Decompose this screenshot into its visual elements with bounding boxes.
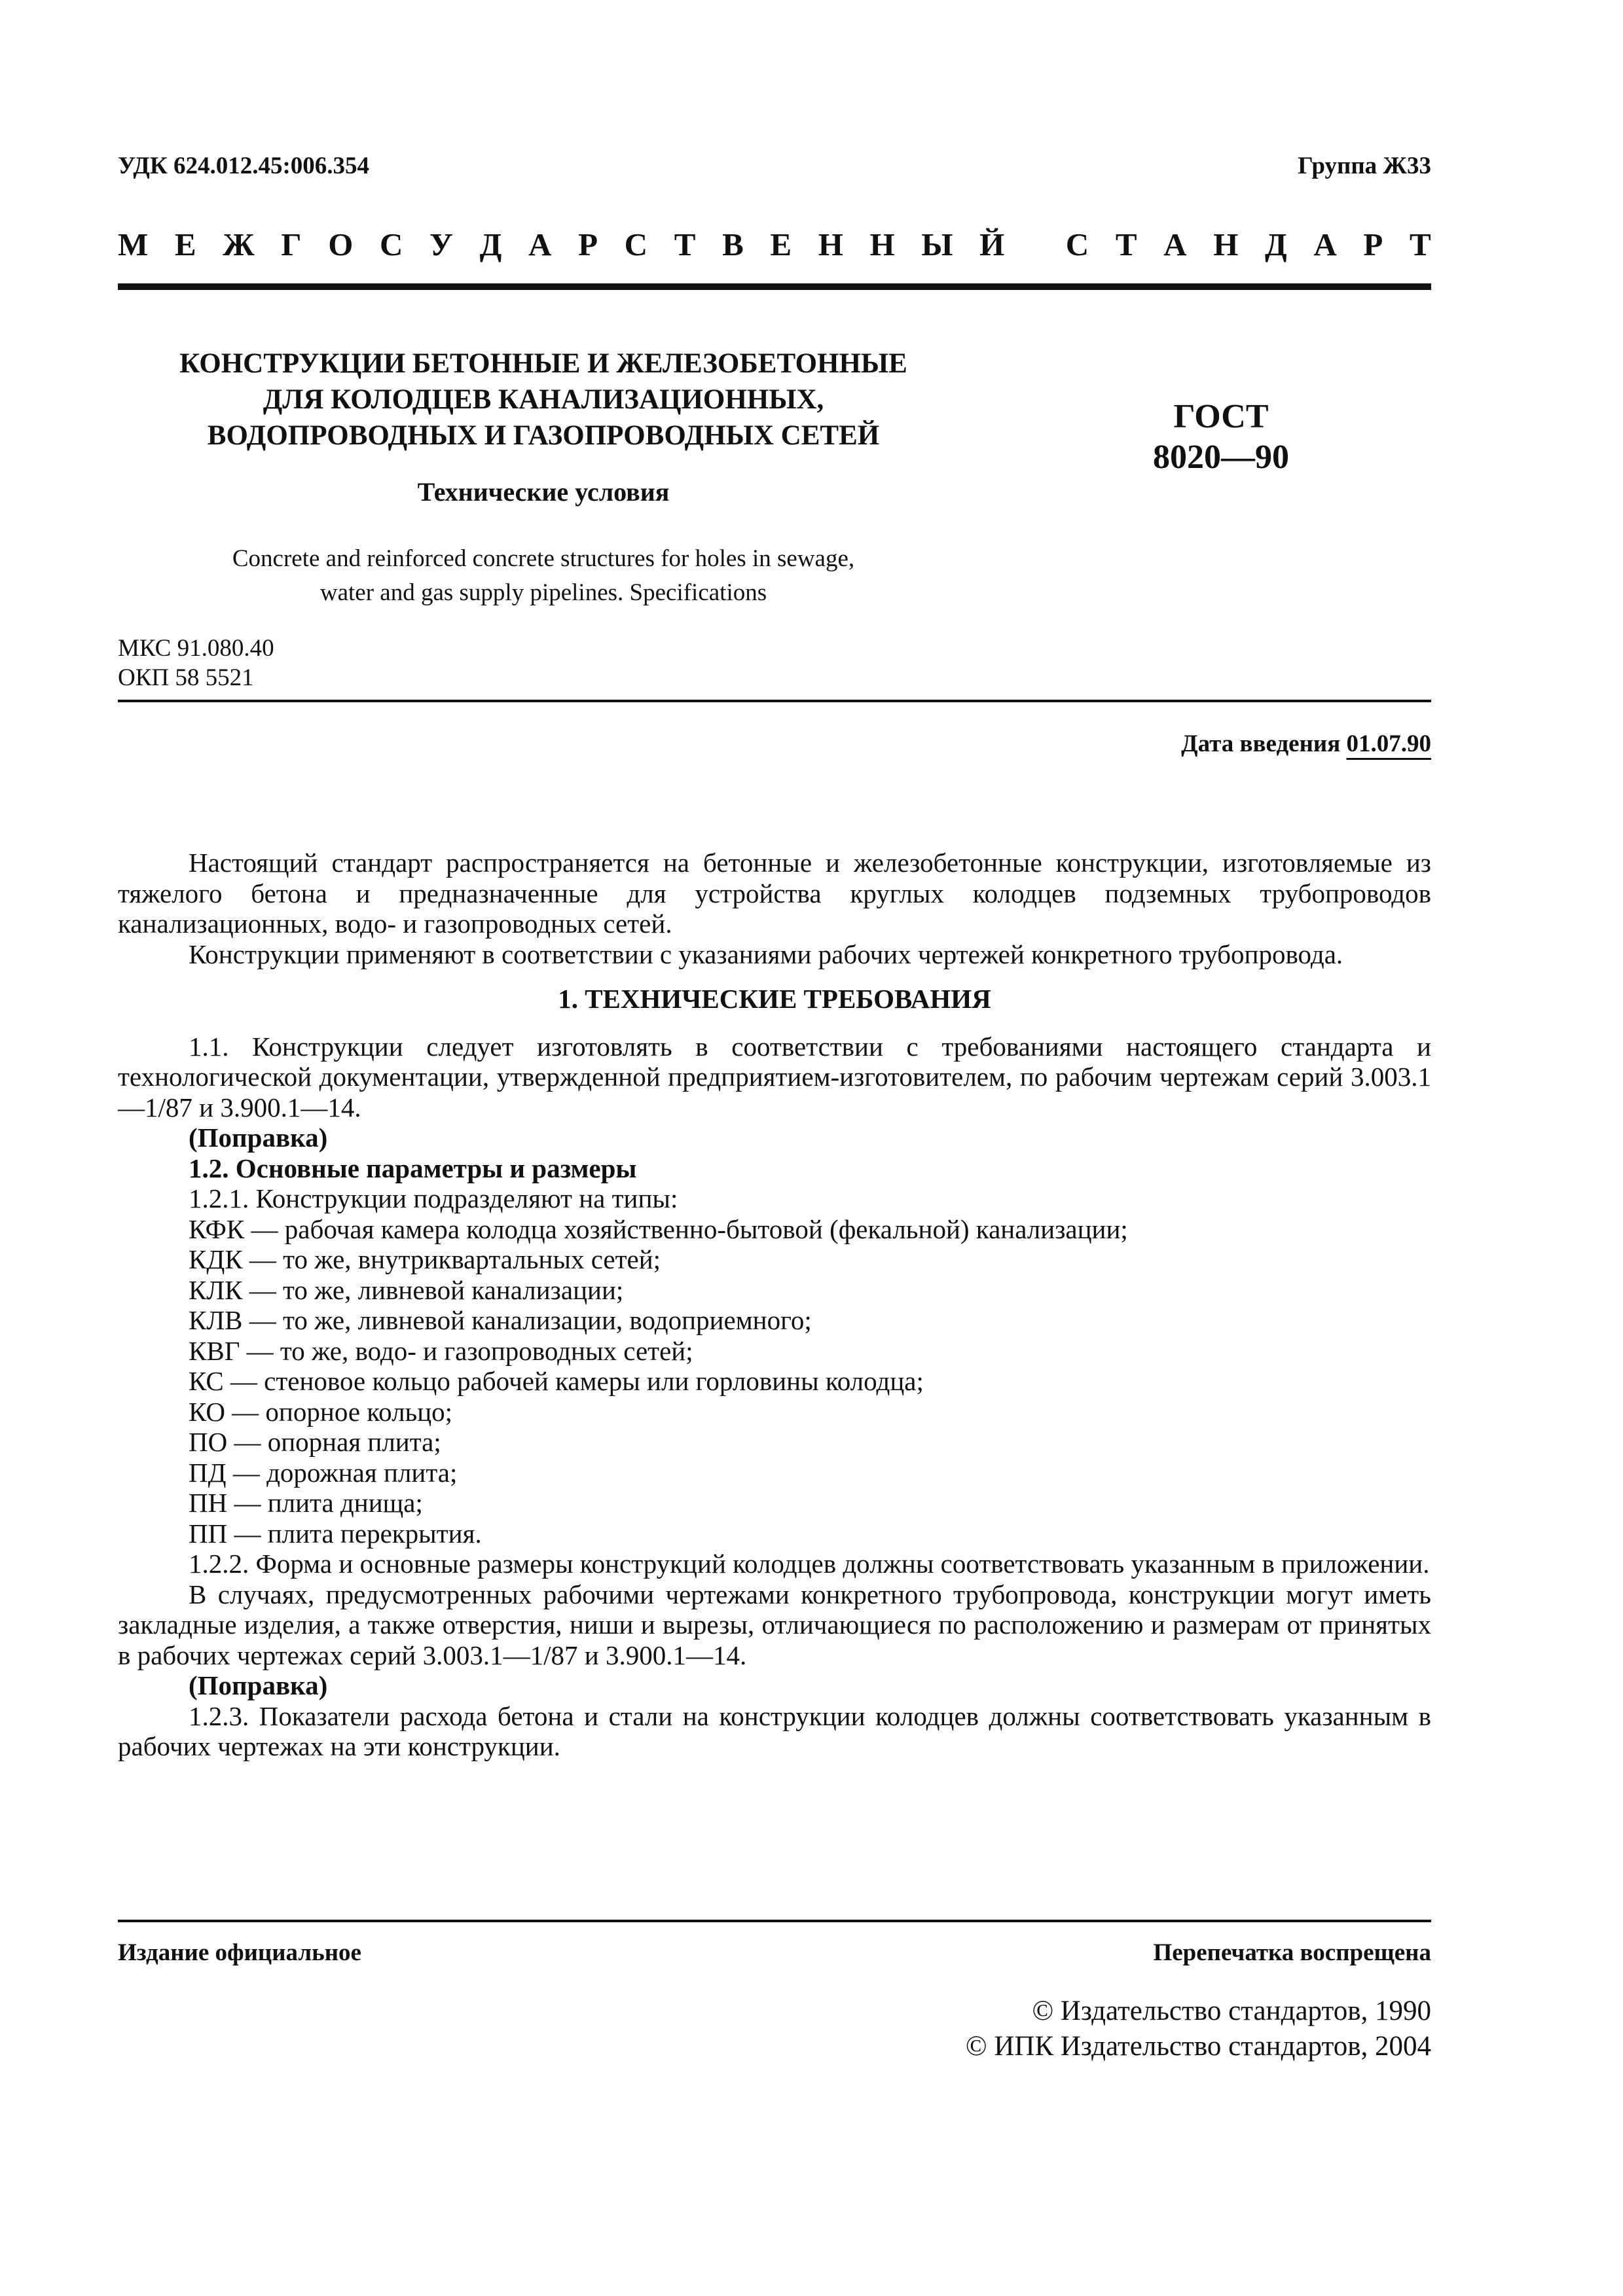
banner-letter: Т [1410,226,1431,262]
banner-letter: Д [479,226,502,262]
clause-1-2-2: 1.2.2. Форма и основные размеры конструкций колодцев должны соответствовать указанным в приложении. [189,1549,1430,1579]
document-subtitle: Технические условия [417,477,670,507]
banner-gap [1031,226,1039,263]
gost-number: 8020—90 [1153,439,1289,476]
header-thick-divider [118,283,1431,290]
banner-letter: Ж [223,226,255,262]
type-list-item: КВГ — то же, водо- и газопроводных сетей; [189,1335,693,1366]
subsection-heading: 1.2. Основные параметры и размеры [189,1153,637,1183]
section-heading: 1. ТЕХНИЧЕСКИЕ ТРЕБОВАНИЯ [558,984,991,1014]
header-thin-divider [118,700,1431,702]
banner-letter: О [328,226,354,262]
effective-date-value: 01.07.90 [1346,730,1431,757]
type-list-item: ПО — опорная плита; [189,1427,441,1457]
clause-1-2-1: 1.2.1. Конструкции подразделяют на типы: [189,1183,678,1213]
paragraph-application: Конструкции применяют в соответствии с указаниями рабочих чертежей конкретного трубопровода. [189,939,1343,969]
banner-letter: Т [1115,226,1137,262]
banner-letter: М [118,226,149,262]
banner-letter: Й [979,226,1005,262]
classification-codes [118,634,274,692]
title-line: КОНСТРУКЦИИ БЕТОННЫЕ И ЖЕЛЕЗОБЕТОННЫЕ [179,348,907,379]
type-list-item: КФК — рабочая камера колодца хозяйственно-бытовой (фекальной) канализации; [189,1213,1128,1244]
effective-date-label: Дата введения [1181,730,1341,757]
udk-code: УДК 624.012.45:006.354 [118,152,370,179]
english-title-line: water and gas supply pipelines. Specifications [319,579,767,606]
type-list-item: КО — опорное кольцо; [189,1396,453,1427]
banner-letter: Н [869,226,895,262]
banner-letter: Н [1213,226,1239,262]
title-line: ВОДОПРОВОДНЫХ И ГАЗОПРОВОДНЫХ СЕТЕЙ [207,420,880,451]
group-code: Группа Ж33 [1298,152,1431,179]
english-title [118,542,969,610]
type-list-item: ПП — плита перекрытия. [189,1518,482,1549]
gost-designation [1061,397,1381,478]
clause-1-1: 1.1. Конструкции следует изготовлять в соответствии с требованиями настоящего стандарта и технологической документации, утвержденной предприятием-изготовителем, по рабочим чертежам серий 3.003.1—1/87 и 3.900.1—14. [118,1031,1431,1122]
clause-1-2-3: 1.2.3. Показатели расхода бетона и стали на конструкции колодцев должны соответствовать указанным в рабочих чертежах на эти конструкции. [118,1700,1431,1761]
paragraph-scope: Настоящий стандарт распространяется на бетонные и железобетонные конструкции, изготовляемые из тяжелого бетона и предназначенные для устройства круглых колодцев подземных трубопроводов канализационных, водо- и газопроводных сетей. [118,848,1431,939]
paragraph-cases: В случаях, предусмотренных рабочими чертежами конкретного трубопровода, конструкции могут иметь закладные изделия, а также отверстия, ниши и вырезы, отличающиеся по расположению и размерам от принятых в рабочих чертежах серий 3.003.1—1/87 и 3.900.1—14. [118,1579,1431,1670]
type-list-item: КЛВ — то же, ливневой канализации, водоприемного; [189,1305,812,1335]
banner-letter: Г [281,226,302,262]
effective-date [1181,730,1431,758]
copyright-line: © ИПК Издательство стандартов, 2004 [965,2031,1431,2062]
mks-code: МКС 91.080.40 [118,635,274,662]
banner-letter: А [528,226,552,262]
document-title [118,346,969,454]
type-list-item: ПН — плита днища; [189,1488,423,1518]
banner-letter: Е [174,226,196,262]
english-title-line: Concrete and reinforced concrete structures for holes in sewage, [232,545,855,572]
type-list-item: КДК — то же, внутриквартальных сетей; [189,1244,661,1274]
type-list-item: ПД — дорожная плита; [189,1457,458,1488]
banner-letter: Т [674,226,696,262]
banner-letter: У [429,226,453,262]
type-list-item: КС — стеновое кольцо рабочей камеры или горловины колодца; [189,1366,924,1396]
official-edition-note: Издание официальное [118,1939,361,1966]
banner-letter: С [1065,226,1089,262]
reprint-prohibited-note: Перепечатка воспрещена [1153,1939,1431,1966]
amendment-note: (Поправка) [189,1670,328,1700]
banner-letter: В [722,226,744,262]
gost-label: ГОСТ [1173,398,1269,435]
banner-letter: С [379,226,403,262]
document-body [118,848,1431,1762]
banner-letter: Д [1265,226,1287,262]
copyright-line: © Издательство стандартов, 1990 [1032,1996,1431,2026]
banner-letter: Р [1363,226,1383,262]
okp-code: ОКП 58 5521 [118,664,254,691]
copyright-block [966,1994,1431,2064]
interstate-standard-banner [118,226,1431,263]
banner-letter: Ы [921,226,953,262]
type-list-item: КЛК — то же, ливневой канализации; [189,1274,624,1305]
banner-letter: Р [578,226,598,262]
banner-letter: Е [770,226,792,262]
title-line: ДЛЯ КОЛОДЦЕВ КАНАЛИЗАЦИОННЫХ, [263,384,824,415]
banner-letter: С [624,226,648,262]
footer-divider [118,1920,1431,1922]
banner-letter: Н [818,226,843,262]
amendment-note: (Поправка) [189,1122,328,1153]
banner-letter: А [1163,226,1187,262]
banner-letter: А [1313,226,1337,262]
